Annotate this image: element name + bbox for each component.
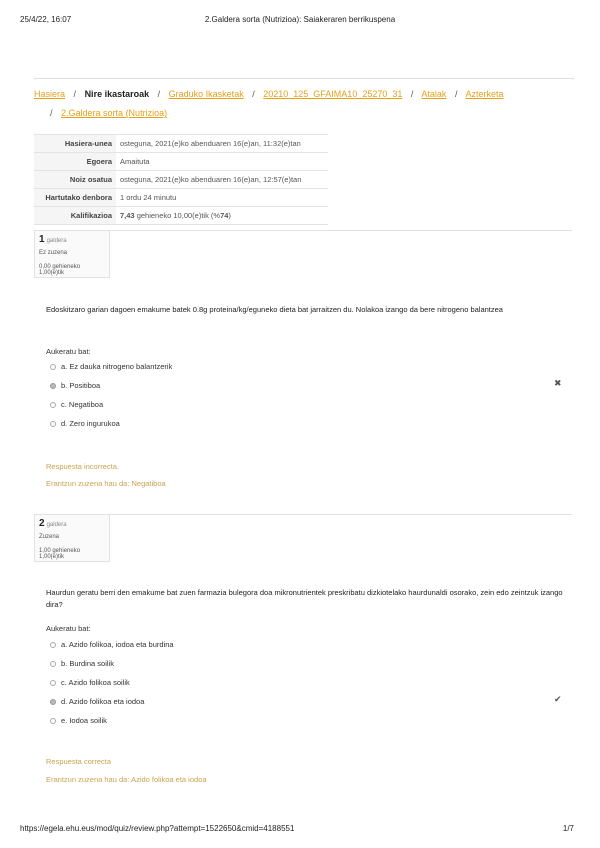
print-datetime: 25/4/22, 16:07 <box>20 15 72 24</box>
feedback-text: Respuesta correcta <box>46 757 112 766</box>
radio-button[interactable] <box>50 718 56 724</box>
answer-option[interactable]: d. Zero ingurukoa <box>50 419 120 428</box>
breadcrumb-home[interactable]: Hasiera <box>34 89 66 99</box>
summary-key: Hartutako denbora <box>34 189 116 207</box>
summary-row <box>34 189 328 207</box>
summary-grade: 7,43 gehieneko 10,00(e)tik (%74) <box>116 207 328 225</box>
question-text: Edoskitzaro garian dagoen emakume batek 0.8g proteina/kg/eguneko dieta bat jarraitzen du. Nolakoa izango da bere nitrogeno balantzea <box>46 305 503 314</box>
summary-key: Kalifikazioa <box>34 207 116 225</box>
breadcrumb-exam[interactable]: Azterketa <box>465 89 504 99</box>
answer-option[interactable]: e. Iodoa soilik <box>50 716 107 725</box>
answer-option[interactable]: c. Azido folikoa soilik <box>50 678 130 687</box>
question-number: 1 <box>39 234 45 245</box>
question-number: 2 <box>39 518 45 529</box>
check-icon: ✔ <box>554 694 562 704</box>
correct-answer-text: Erantzun zuzena hau da: Negatiboa <box>46 479 166 488</box>
question-info: 2 galdera Zuzena 1,00 gehieneko 1,00(e)tik <box>34 514 110 562</box>
question-mark: 1,00 gehieneko 1,00(e)tik <box>39 548 81 560</box>
question-divider <box>110 514 572 515</box>
question-divider <box>110 230 572 231</box>
attempt-summary-table <box>34 134 328 225</box>
summary-value: osteguna, 2021(e)ko abenduaren 16(e)an, 12:57(e)tan <box>116 171 328 189</box>
radio-button-selected[interactable] <box>50 383 56 389</box>
answer-option[interactable]: d. Azido folikoa eta iodoa <box>50 697 144 706</box>
question-mark: 0,00 gehieneko 1,00(e)tik <box>39 264 81 276</box>
answer-option[interactable]: a. Ez dauka nitrogeno balantzerik <box>50 362 172 371</box>
breadcrumb-my-courses: Nire ikastaroak <box>84 89 150 99</box>
summary-row <box>34 153 328 171</box>
summary-value: Amaituta <box>116 153 328 171</box>
answer-prompt: Aukeratu bat: <box>46 624 91 633</box>
print-url: https://egela.ehu.eus/mod/quiz/review.php?attempt=1522650&cmid=4188551 <box>20 824 295 833</box>
radio-button[interactable] <box>50 680 56 686</box>
print-title: 2.Galdera sorta (Nutrizioa): Saiakeraren berrikuspena <box>204 15 396 24</box>
summary-row <box>34 207 328 225</box>
feedback-text: Respuesta incorrecta. <box>46 462 119 471</box>
cross-icon: ✖ <box>554 378 562 388</box>
breadcrumb-sections[interactable]: Atalak <box>421 89 447 99</box>
radio-button[interactable] <box>50 402 56 408</box>
breadcrumb: Hasiera / Nire ikastaroak / Graduko Ikasketak / 20210_125_GFAIMA10_25270_31 / Atalak / Azterketa / 2.Galdera sorta (Nutrizioa) <box>34 78 574 123</box>
answer-option[interactable]: a. Azido folikoa, iodoa eta burdina <box>50 640 174 649</box>
correct-answer-text: Erantzun zuzena hau da: Azido folikoa eta iodoa <box>46 775 207 784</box>
answer-option[interactable]: b. Positiboa <box>50 381 100 390</box>
page-number: 1/7 <box>562 824 574 833</box>
breadcrumb-quiz[interactable]: 2.Galdera sorta (Nutrizioa) <box>61 108 168 118</box>
summary-value: 1 ordu 24 minutu <box>116 189 328 207</box>
question-text: Haurdun geratu berri den emakume bat zuen farmazia bulegora doa mikronutrientek preskribatu dizkiotelako haurdunaldi osorako, zein edo zeintzuk izango dira? <box>46 588 563 609</box>
summary-row <box>34 171 328 189</box>
breadcrumb-course[interactable]: 20210_125_GFAIMA10_25270_31 <box>263 89 403 99</box>
question-state: Zuzena <box>39 534 60 540</box>
answer-option[interactable]: c. Negatiboa <box>50 400 103 409</box>
radio-button-selected[interactable] <box>50 699 56 705</box>
radio-button[interactable] <box>50 661 56 667</box>
radio-button[interactable] <box>50 421 56 427</box>
answer-option[interactable]: b. Burdina soilik <box>50 659 114 668</box>
summary-key: Hasiera-unea <box>34 135 116 153</box>
summary-key: Egoera <box>34 153 116 171</box>
question-info: 1 galdera Ez zuzena 0,00 gehieneko 1,00(e)tik <box>34 230 110 278</box>
question-state: Ez zuzena <box>39 250 68 256</box>
summary-key: Noiz osatua <box>34 171 116 189</box>
summary-row <box>34 135 328 153</box>
radio-button[interactable] <box>50 364 56 370</box>
summary-value: osteguna, 2021(e)ko abenduaren 16(e)an, 11:32(e)tan <box>116 135 328 153</box>
answer-prompt: Aukeratu bat: <box>46 347 91 356</box>
radio-button[interactable] <box>50 642 56 648</box>
breadcrumb-graduate-studies[interactable]: Graduko Ikasketak <box>168 89 244 99</box>
